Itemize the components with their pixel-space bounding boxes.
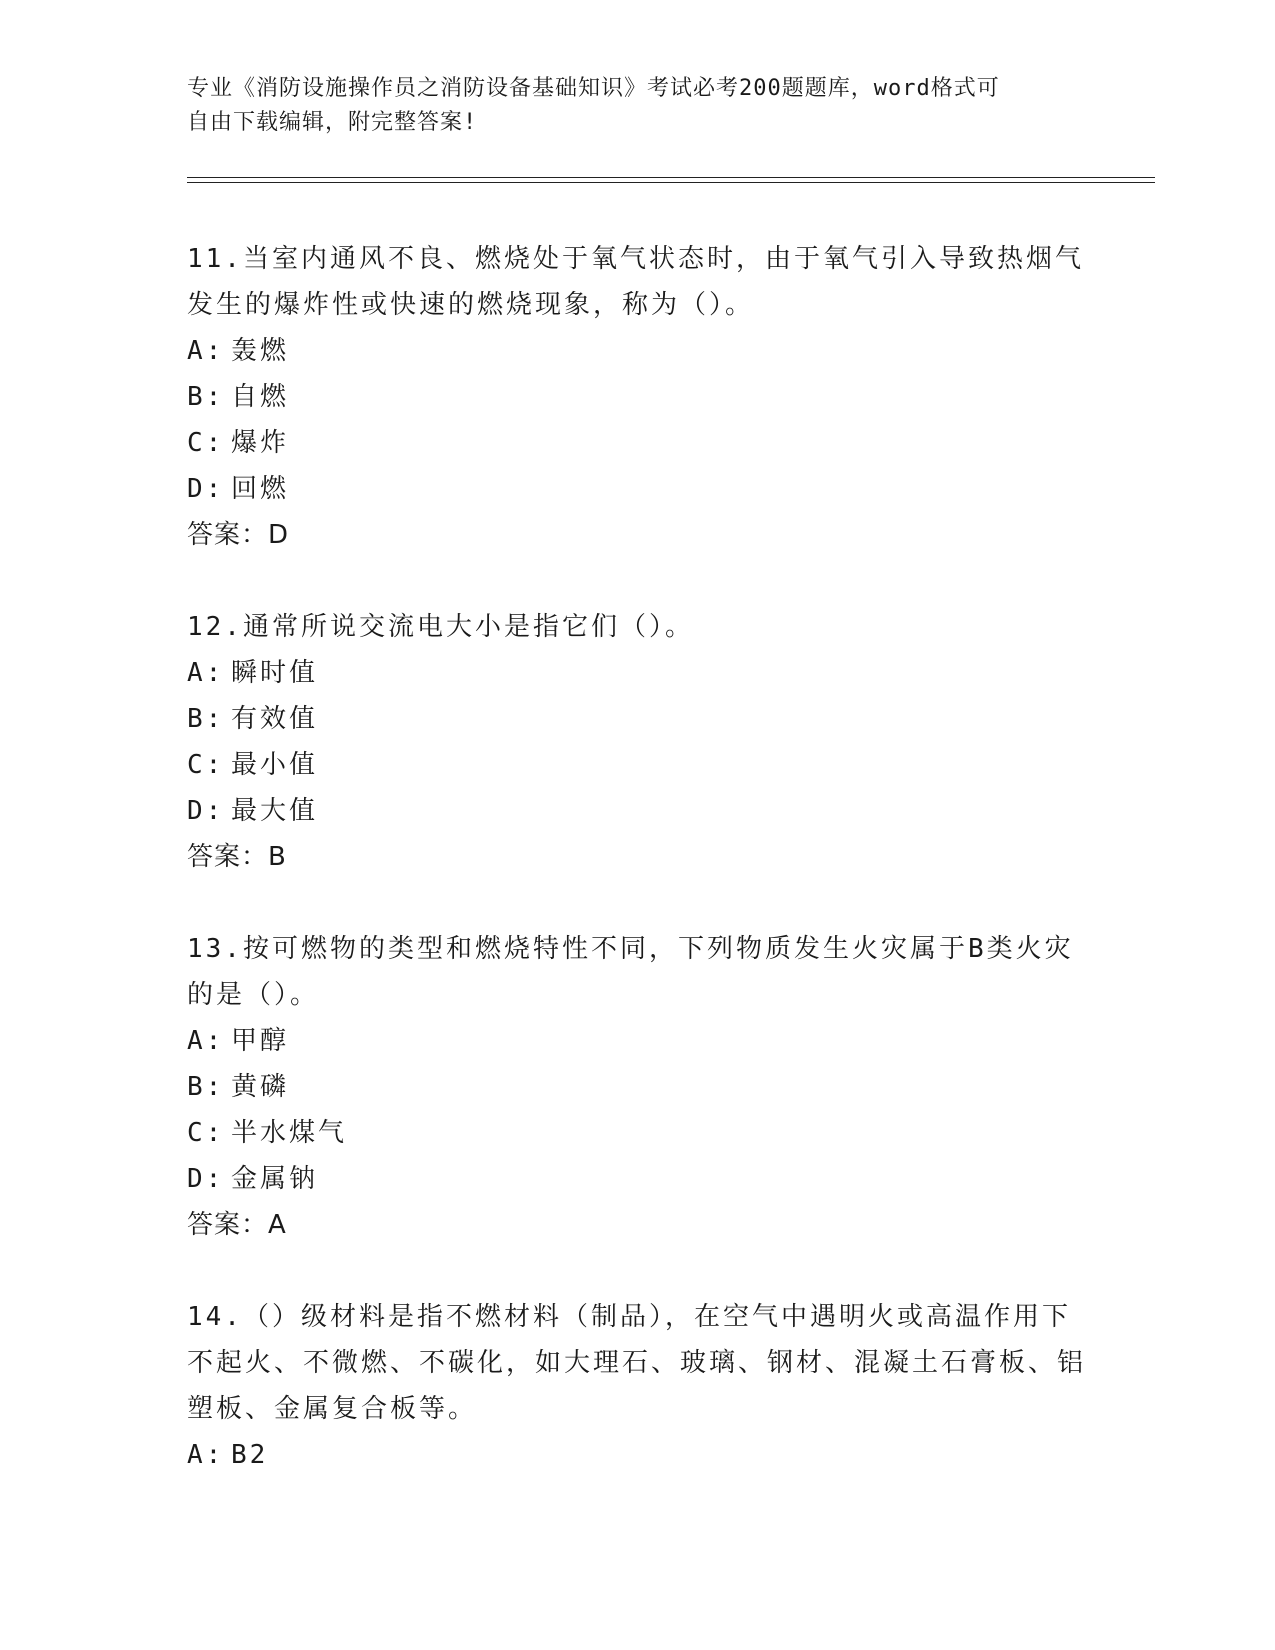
option-text: 轰燃 <box>231 336 290 366</box>
option-letter: D: <box>187 474 225 504</box>
option-letter: D: <box>187 1164 225 1194</box>
option-letter: B: <box>187 704 225 734</box>
option-text: 回燃 <box>231 474 290 504</box>
header-divider-bottom <box>187 182 1155 183</box>
option-text: 黄磷 <box>231 1072 290 1102</box>
question-stem: 14.（）级材料是指不燃材料（制品），在空气中遇明火或高温作用下不起火、不微燃、不碳化，如大理石、玻璃、钢材、混凝土石膏板、铝塑板、金属复合板等。 <box>187 1302 1087 1424</box>
option-a <box>187 328 1087 374</box>
option-a <box>187 1018 1087 1064</box>
option-c <box>187 1110 1087 1156</box>
option-text: 自燃 <box>231 382 290 412</box>
option-letter: A: <box>187 336 225 366</box>
option-text: 半水煤气 <box>231 1118 348 1148</box>
option-text: B2 <box>231 1440 269 1470</box>
option-text: 金属钠 <box>231 1164 319 1194</box>
option-letter: D: <box>187 796 225 826</box>
option-a <box>187 650 1087 696</box>
option-letter: C: <box>187 1118 225 1148</box>
option-d <box>187 1156 1087 1202</box>
option-text: 甲醇 <box>231 1026 290 1056</box>
option-text: 瞬时值 <box>231 658 319 688</box>
option-d <box>187 466 1087 512</box>
header-divider-top <box>187 177 1155 178</box>
option-text: 爆炸 <box>231 428 290 458</box>
option-c <box>187 742 1087 788</box>
option-b <box>187 696 1087 742</box>
answer-line: 答案：A <box>187 1210 287 1240</box>
option-a <box>187 1432 1087 1478</box>
question-14 <box>187 1294 1087 1478</box>
header-line-1: 专业《消防设施操作员之消防设备基础知识》考试必考200题题库，word格式可 <box>187 76 1000 101</box>
answer-line: 答案：D <box>187 520 290 550</box>
question-13 <box>187 926 1087 1248</box>
option-b <box>187 374 1087 420</box>
option-d <box>187 788 1087 834</box>
question-12 <box>187 604 1087 880</box>
question-stem: 13.按可燃物的类型和燃烧特性不同，下列物质发生火灾属于B类火灾的是（）。 <box>187 934 1074 1010</box>
option-text: 最小值 <box>231 750 319 780</box>
option-letter: C: <box>187 428 225 458</box>
question-stem: 12.通常所说交流电大小是指它们（）。 <box>187 612 694 642</box>
option-text: 最大值 <box>231 796 319 826</box>
question-stem: 11.当室内通风不良、燃烧处于氧气状态时，由于氧气引入导致热烟气发生的爆炸性或快速的燃烧现象，称为（）。 <box>187 244 1084 320</box>
option-letter: C: <box>187 750 225 780</box>
option-text: 有效值 <box>231 704 319 734</box>
option-b <box>187 1064 1087 1110</box>
question-11 <box>187 236 1087 558</box>
option-c <box>187 420 1087 466</box>
option-letter: B: <box>187 1072 225 1102</box>
option-letter: A: <box>187 658 225 688</box>
option-letter: B: <box>187 382 225 412</box>
option-letter: A: <box>187 1026 225 1056</box>
answer-line: 答案：B <box>187 842 287 872</box>
option-letter: A: <box>187 1440 225 1470</box>
document-header <box>187 72 1087 140</box>
header-line-2: 自由下载编辑，附完整答案! <box>187 110 478 135</box>
question-list <box>187 236 1087 1524</box>
